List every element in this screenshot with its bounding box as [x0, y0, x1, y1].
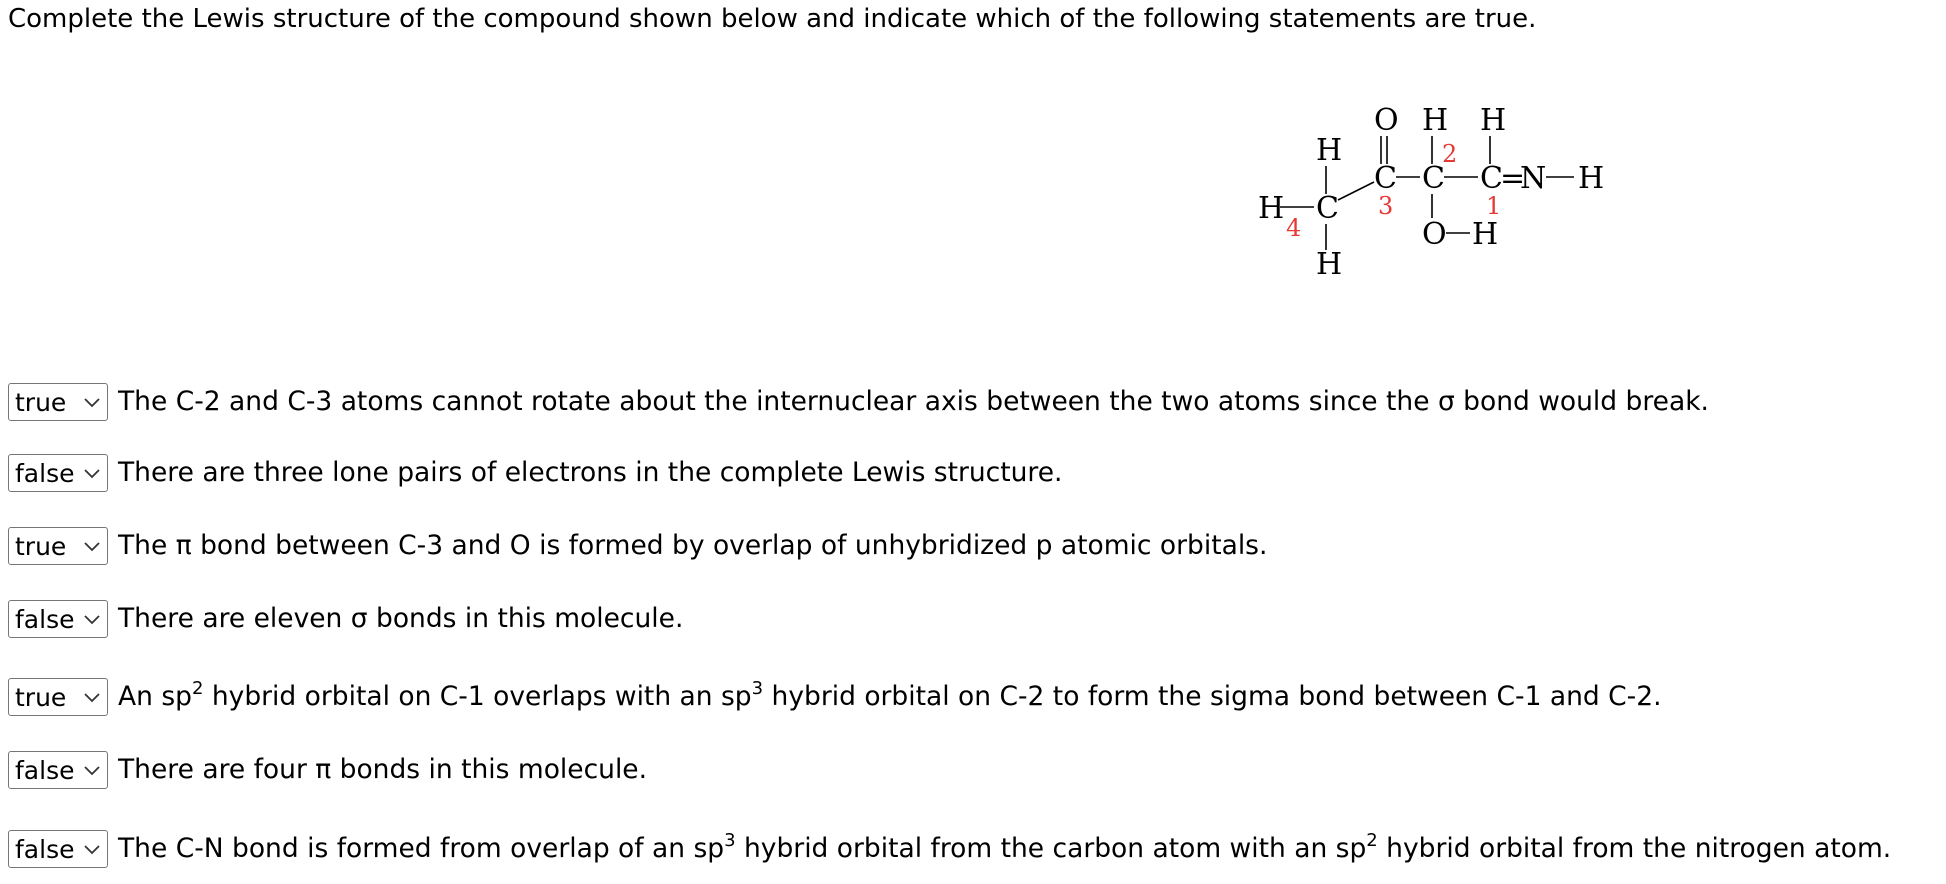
chevron-down-icon: [83, 691, 101, 703]
statement-text: [118, 830, 1891, 868]
chevron-down-icon: [83, 467, 101, 479]
atom-h-o: H: [1472, 217, 1499, 252]
statement-text: There are three lone pairs of electrons in the complete Lewis structure.: [118, 457, 1063, 488]
chevron-down-icon: [83, 396, 101, 408]
atom-o-bottom: O: [1422, 217, 1447, 252]
chevron-down-icon: [83, 843, 101, 855]
answer-value: true: [15, 531, 67, 561]
atom-c1: C: [1480, 161, 1503, 196]
atom-c4: C: [1316, 191, 1339, 226]
atom-h-c4-left: H: [1258, 191, 1285, 226]
answer-select-3[interactable]: [8, 527, 108, 565]
text-part: hybrid orbital from the carbon atom with an sp: [735, 833, 1367, 864]
answer-value: true: [15, 387, 67, 417]
answer-value: true: [15, 682, 67, 712]
answer-select-7[interactable]: [8, 830, 108, 868]
answer-select-4[interactable]: [8, 600, 108, 638]
statement-text: The C-2 and C-3 atoms cannot rotate about the internuclear axis between the two atoms since the σ bond would break.: [118, 386, 1709, 417]
atom-h-c4-bottom: H: [1316, 247, 1343, 282]
answer-value: false: [15, 604, 75, 634]
label-c4: 4: [1286, 214, 1302, 242]
statement-row-1: [8, 383, 1709, 421]
atom-h-n: H: [1578, 161, 1605, 196]
bond-c1-n: =: [1500, 161, 1526, 196]
text-part: hybrid orbital from the nitrogen atom.: [1377, 833, 1892, 864]
text-part: hybrid orbital on C-2 to form the sigma bond between C-1 and C-2.: [763, 681, 1662, 712]
atom-c2: C: [1422, 161, 1445, 196]
atom-h-c2-top: H: [1422, 103, 1449, 138]
superscript: 3: [751, 678, 764, 699]
text-part: The C-N bond is formed from overlap of an sp: [118, 833, 725, 864]
statement-text: There are eleven σ bonds in this molecule.: [118, 603, 684, 634]
statement-text: There are four π bonds in this molecule.: [118, 754, 648, 785]
chevron-down-icon: [83, 764, 101, 776]
answer-value: false: [15, 458, 75, 488]
statement-row-6: [8, 751, 647, 789]
statement-text: The π bond between C-3 and O is formed by overlap of unhybridized p atomic orbitals.: [118, 530, 1268, 561]
answer-value: false: [15, 755, 75, 785]
label-c3: 3: [1378, 192, 1394, 220]
statement-row-2: [8, 454, 1062, 492]
atom-h-c1-top: H: [1480, 103, 1507, 138]
answer-select-1[interactable]: [8, 383, 108, 421]
atom-o-top: O: [1374, 103, 1399, 138]
statement-text: [118, 678, 1662, 716]
label-c2: 2: [1442, 140, 1458, 168]
bond-c4-c3: [1338, 182, 1374, 200]
atom-n: N: [1520, 161, 1547, 196]
question-prompt: Complete the Lewis structure of the compound shown below and indicate which of the following statements are true.: [8, 4, 1537, 34]
lewis-structure: [1250, 100, 1630, 290]
statement-row-4: [8, 600, 683, 638]
text-part: An sp: [118, 681, 192, 712]
chevron-down-icon: [83, 540, 101, 552]
text-part: hybrid orbital on C-1 overlaps with an sp: [203, 681, 752, 712]
statement-row-3: [8, 527, 1267, 565]
superscript: 2: [191, 678, 204, 699]
superscript: 3: [724, 830, 736, 851]
answer-select-2[interactable]: [8, 454, 108, 492]
answer-value: false: [15, 834, 75, 864]
atom-c3: C: [1374, 161, 1397, 196]
chevron-down-icon: [83, 613, 101, 625]
label-c1: 1: [1486, 192, 1502, 220]
answer-select-5[interactable]: [8, 678, 108, 716]
atom-h-c4-top: H: [1316, 133, 1343, 168]
statement-row-7: [8, 830, 1891, 868]
statement-row-5: [8, 678, 1662, 716]
answer-select-6[interactable]: [8, 751, 108, 789]
superscript: 2: [1366, 830, 1378, 851]
